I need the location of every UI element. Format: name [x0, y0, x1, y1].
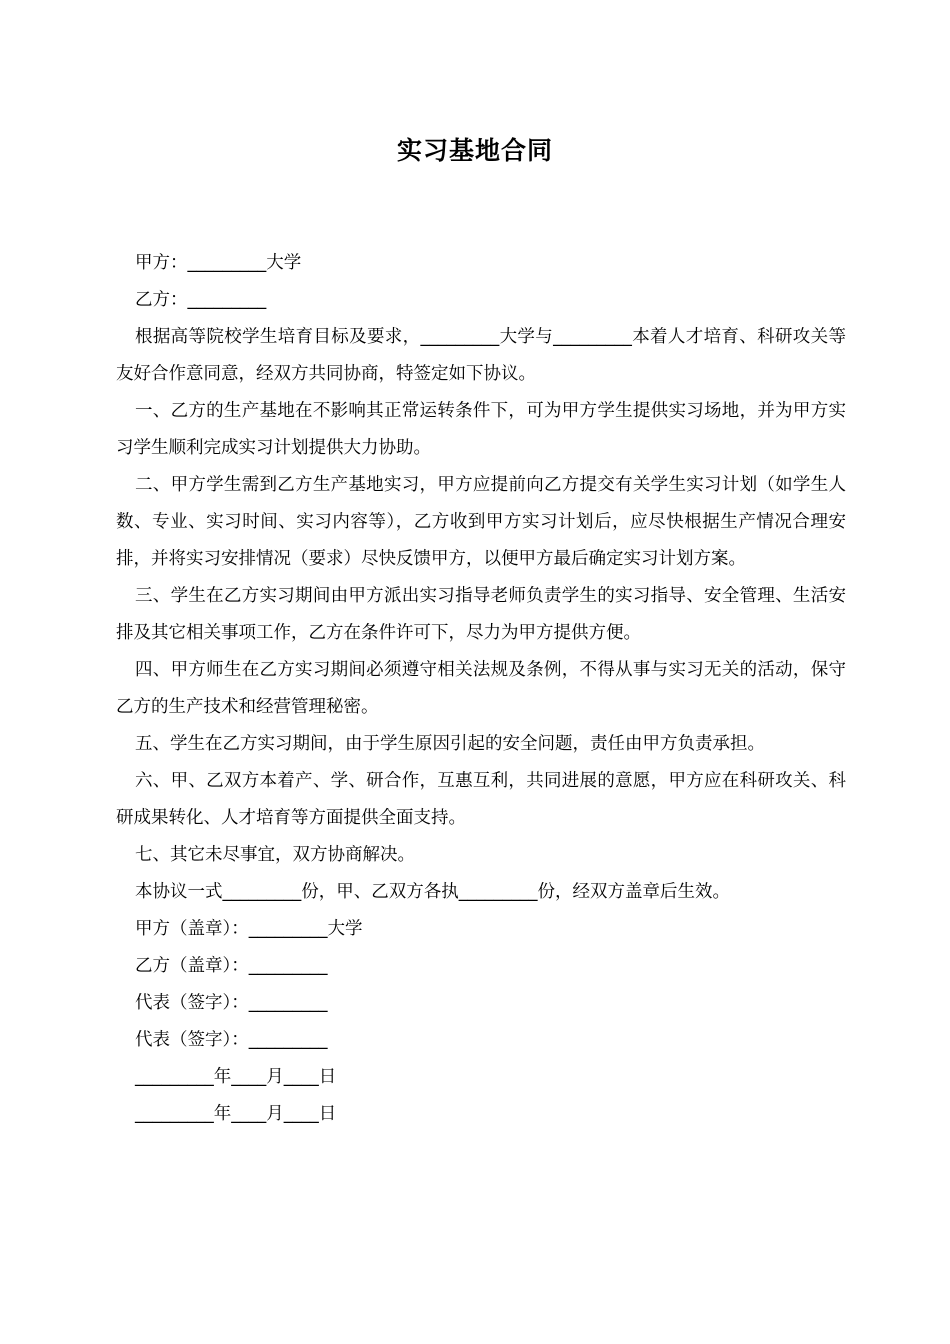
party-a-seal-line: 甲方（盖章）：_________大学 [135, 919, 363, 939]
clause-1: 一、乙方的生产基地在不影响其正常运转条件下，可为甲方学生提供实习场地，并为甲方实习学生顺利完成实习计划提供大力协助。 [116, 401, 846, 458]
clause-3: 三、学生在乙方实习期间由甲方派出实习指导老师负责学生的实习指导、安全管理、生活安排及其它相关事项工作，乙方在条件许可下，尽力为甲方提供方便。 [116, 586, 846, 643]
intro-paragraph: 根据高等院校学生培育目标及要求，_________大学与_________本着人才培育、科研攻关等友好合作意同意，经双方共同协商，特签定如下协议。 [116, 327, 846, 384]
document-title: 实习基地合同 [396, 136, 553, 165]
clause-4: 四、甲方师生在乙方实习期间必须遵守相关法规及条例，不得从事与实习无关的活动，保守乙方的生产技术和经营管理秘密。 [116, 660, 846, 717]
clause-5: 五、学生在乙方实习期间，由于学生原因引起的安全问题，责任由甲方负责承担。 [135, 734, 765, 754]
document-body [116, 245, 846, 1133]
clause-7: 七、其它未尽事宜，双方协商解决。 [135, 845, 415, 865]
clause-6: 六、甲、乙双方本着产、学、研合作，互惠互利，共同进展的意愿，甲方应在科研攻关、科研成果转化、人才培育等方面提供全面支持。 [116, 771, 846, 828]
clause-2: 二、甲方学生需到乙方生产基地实习，甲方应提前向乙方提交有关学生实习计划（如学生人数、专业、实习时间、实习内容等），乙方收到甲方实习计划后，应尽快根据生产情况合理安排，并将实习安排情况（要求）尽快反馈甲方，以便甲方最后确定实习计划方案。 [116, 475, 846, 569]
party-a-line: 甲方：_________大学 [135, 253, 302, 273]
date-line-1: _________年____月____日 [135, 1067, 337, 1087]
party-b-line: 乙方：_________ [135, 290, 267, 310]
representative-signature-1: 代表（签字）：_________ [135, 993, 328, 1013]
copies-line: 本协议一式_________份，甲、乙双方各执_________份，经双方盖章后生效。 [135, 882, 730, 902]
date-line-2: _________年____月____日 [135, 1104, 337, 1124]
representative-signature-2: 代表（签字）：_________ [135, 1030, 328, 1050]
party-b-seal-line: 乙方（盖章）：_________ [135, 956, 328, 976]
